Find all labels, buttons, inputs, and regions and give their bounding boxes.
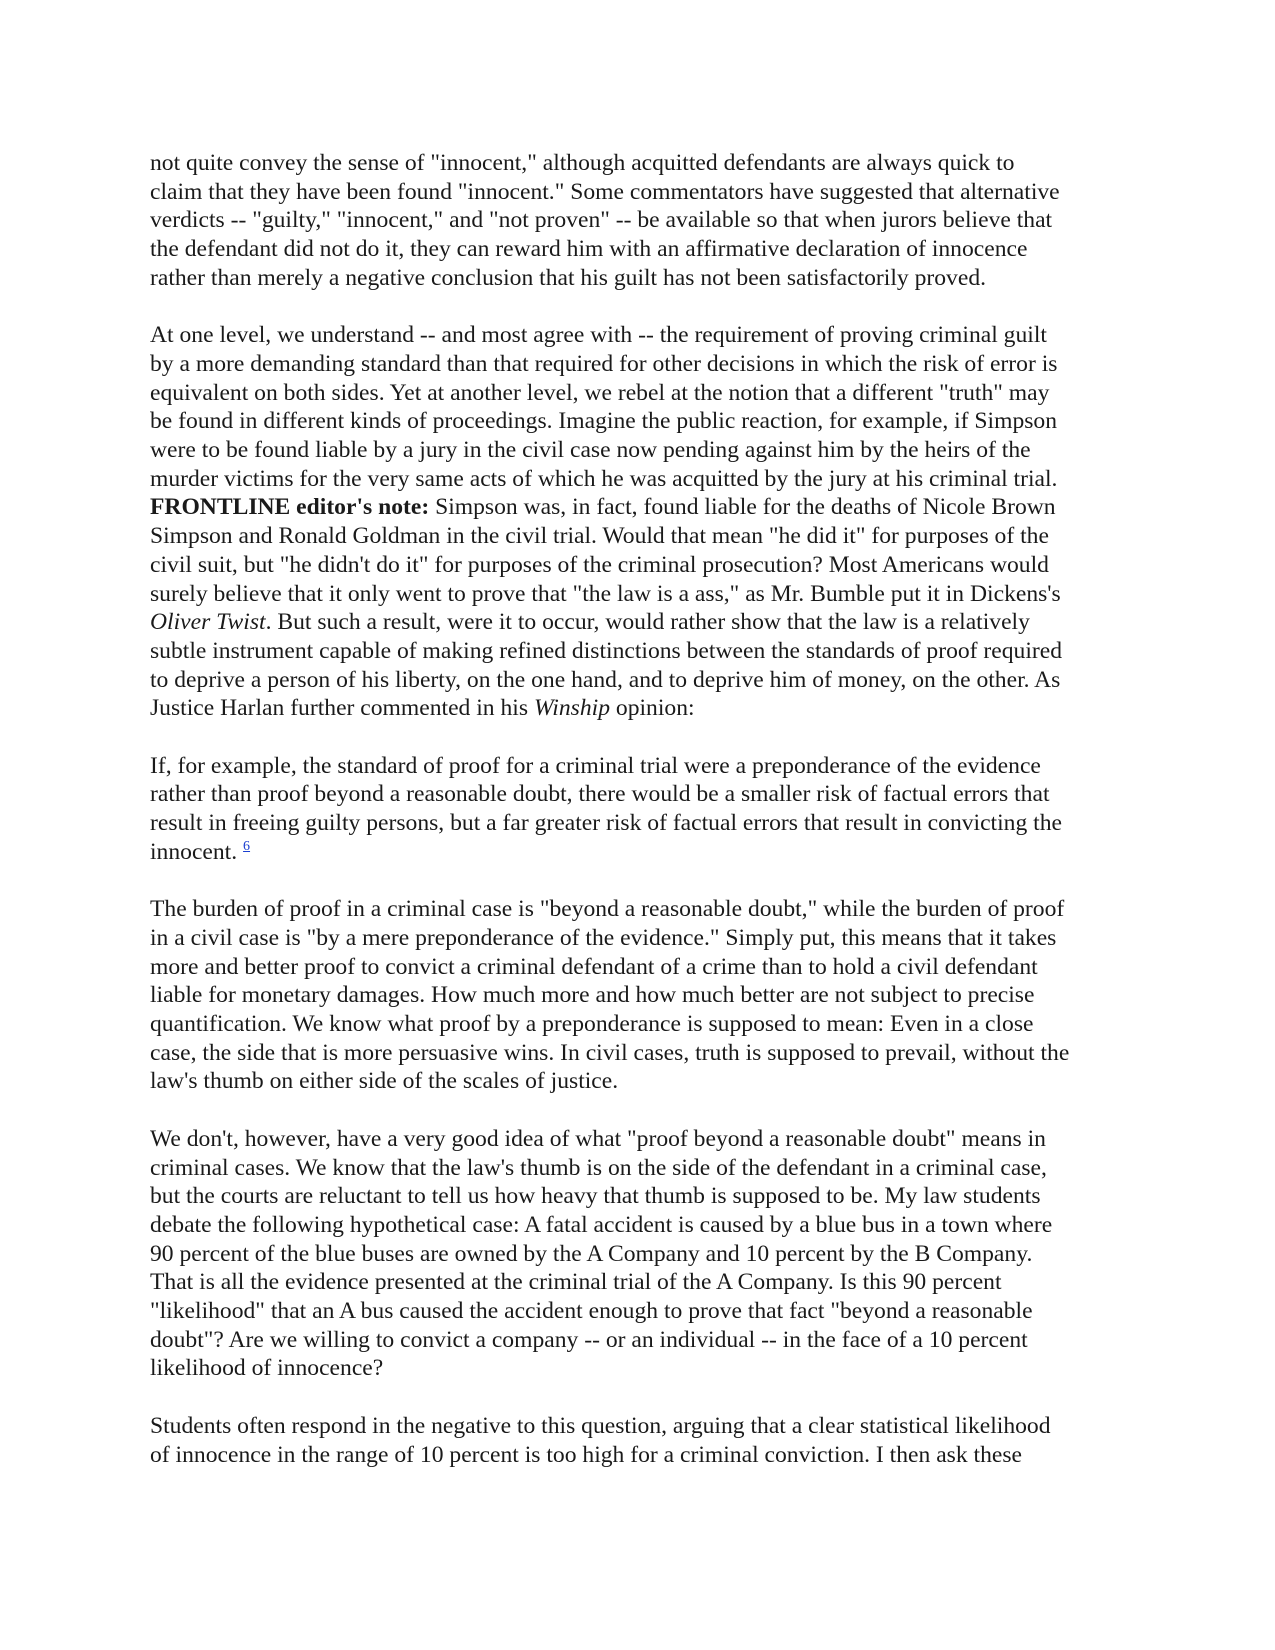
text-line xyxy=(150,838,1132,867)
text-line xyxy=(150,1067,1132,1096)
text-line xyxy=(150,551,1132,580)
text-line xyxy=(150,895,1132,924)
text-line xyxy=(150,321,1132,350)
text-line xyxy=(150,350,1132,379)
text-run: surely believe that it only went to prove that "the law is a ass," as Mr. Bumble put it in Dickens's xyxy=(150,580,1061,607)
text-line xyxy=(150,666,1132,695)
text-line xyxy=(150,1412,1132,1441)
text-run: but the courts are reluctant to tell us how heavy that thumb is supposed to be. My law students xyxy=(150,1183,1041,1210)
text-run: rather than merely a negative conclusion that his guilt has not been satisfactorily proved. xyxy=(150,264,987,291)
text-run: rather than proof beyond a reasonable doubt, there would be a smaller risk of factual errors that xyxy=(150,781,1050,808)
text-run: debate the following hypothetical case: A fatal accident is caused by a blue bus in a town where xyxy=(150,1211,1053,1238)
paragraph xyxy=(150,752,1132,867)
text-run: "likelihood" that an A bus caused the accident enough to prove that fact "beyond a reasonable xyxy=(150,1298,1033,1325)
text-run: murder victims for the very same acts of which he was acquitted by the jury at his criminal trial. xyxy=(150,465,1058,492)
text-run: . But such a result, were it to occur, would rather show that the law is a relatively xyxy=(265,609,1030,636)
text-run: Simpson was, in fact, found liable for the deaths of Nicole Brown xyxy=(429,494,1056,521)
text-line xyxy=(150,1182,1132,1211)
text-run: law's thumb on either side of the scales of justice. xyxy=(150,1068,619,1095)
text-line xyxy=(150,580,1132,609)
text-run: verdicts -- "guilty," "innocent," and "not proven" -- be available so that when jurors believe that xyxy=(150,207,1053,234)
text-run: If, for example, the standard of proof for a criminal trial were a preponderance of the evidence xyxy=(150,752,1041,779)
text-run: civil suit, but "he didn't do it" for purposes of the criminal prosecution? Most Americans would xyxy=(150,551,1049,578)
text-line xyxy=(150,1297,1132,1326)
text-line xyxy=(150,637,1132,666)
text-run: result in freeing guilty persons, but a far greater risk of factual errors that result in convicting the xyxy=(150,810,1062,837)
text-run: of innocence in the range of 10 percent is too high for a criminal conviction. I then ask these xyxy=(150,1441,1023,1468)
text-run: Justice Harlan further commented in his xyxy=(150,695,534,722)
text-line xyxy=(150,1039,1132,1068)
italic-title: Winship xyxy=(533,695,610,722)
text-line xyxy=(150,407,1132,436)
text-line xyxy=(150,981,1132,1010)
paragraph xyxy=(150,895,1132,1096)
text-line xyxy=(150,1125,1132,1154)
document-page xyxy=(150,149,1132,1498)
text-run: 90 percent of the blue buses are owned by the A Company and 10 percent by the B Company. xyxy=(150,1240,1033,1267)
text-line xyxy=(150,924,1132,953)
text-run: The burden of proof in a criminal case is "beyond a reasonable doubt," while the burden of proof xyxy=(150,896,1065,923)
text-run: be found in different kinds of proceedings. Imagine the public reaction, for example, if Simpson xyxy=(150,408,1058,435)
paragraph xyxy=(150,321,1132,723)
text-line xyxy=(150,178,1132,207)
text-line xyxy=(150,206,1132,235)
text-run: in a civil case is "by a mere preponderance of the evidence." Simply put, this means that it takes xyxy=(150,924,1057,951)
text-run: more and better proof to convict a criminal defendant of a crime than to hold a civil defendant xyxy=(150,953,1038,980)
italic-title: Oliver Twist xyxy=(150,609,266,636)
text-line xyxy=(150,465,1132,494)
text-line xyxy=(150,235,1132,264)
text-line xyxy=(150,953,1132,982)
text-run: not quite convey the sense of "innocent," although acquitted defendants are always quick to xyxy=(150,150,1015,176)
text-run: case, the side that is more persuasive wins. In civil cases, truth is supposed to prevail, without the xyxy=(150,1039,1070,1066)
text-line xyxy=(150,379,1132,408)
text-run: Students often respond in the negative to this question, arguing that a clear statistical likelihood xyxy=(150,1412,1051,1439)
footnote-link[interactable]: 6 xyxy=(243,838,251,854)
text-run: We don't, however, have a very good idea of what "proof beyond a reasonable doubt" means in xyxy=(150,1125,1046,1152)
text-line xyxy=(150,809,1132,838)
text-line xyxy=(150,493,1132,522)
text-line xyxy=(150,1268,1132,1297)
text-run: criminal cases. We know that the law's thumb is on the side of the defendant in a criminal case, xyxy=(150,1154,1047,1181)
paragraph xyxy=(150,1125,1132,1383)
text-line xyxy=(150,1010,1132,1039)
text-line xyxy=(150,1441,1132,1470)
text-line xyxy=(150,694,1132,723)
text-run: to deprive a person of his liberty, on the one hand, and to deprive him of money, on the other. As xyxy=(150,666,1061,693)
text-line xyxy=(150,436,1132,465)
text-run: liable for monetary damages. How much more and how much better are not subject to precise xyxy=(150,982,1035,1009)
text-line xyxy=(150,608,1132,637)
text-line xyxy=(150,1240,1132,1269)
text-run: opinion: xyxy=(610,695,695,722)
text-run: were to be found liable by a jury in the civil case now pending against him by the heirs of the xyxy=(150,437,1031,464)
text-line xyxy=(150,1211,1132,1240)
text-run: At one level, we understand -- and most agree with -- the requirement of proving criminal guilt xyxy=(150,322,1047,349)
text-run: subtle instrument capable of making refined distinctions between the standards of proof required xyxy=(150,637,1063,664)
text-run: the defendant did not do it, they can reward him with an affirmative declaration of innocence xyxy=(150,236,1028,263)
text-run: That is all the evidence presented at the criminal trial of the A Company. Is this 90 percent xyxy=(150,1269,1002,1296)
text-run: equivalent on both sides. Yet at another level, we rebel at the notion that a different "truth" may xyxy=(150,379,1050,406)
text-line xyxy=(150,1326,1132,1355)
text-run: quantification. We know what proof by a preponderance is supposed to mean: Even in a close xyxy=(150,1011,1034,1038)
text-line xyxy=(150,149,1132,178)
text-line xyxy=(150,1154,1132,1183)
editor-note-label: FRONTLINE editor's note: xyxy=(150,494,430,521)
text-line xyxy=(150,264,1132,293)
text-line xyxy=(150,1354,1132,1383)
text-run: likelihood of innocence? xyxy=(150,1355,384,1382)
text-line xyxy=(150,752,1132,781)
text-run: innocent. xyxy=(150,838,244,865)
text-run: by a more demanding standard than that required for other decisions in which the risk of error is xyxy=(150,350,1058,377)
text-run: claim that they have been found "innocent." Some commentators have suggested that alternative xyxy=(150,178,1060,205)
text-run: Simpson and Ronald Goldman in the civil trial. Would that mean "he did it" for purposes of the xyxy=(150,523,1049,550)
text-line xyxy=(150,780,1132,809)
paragraph xyxy=(150,149,1132,293)
paragraph xyxy=(150,1412,1132,1469)
text-line xyxy=(150,522,1132,551)
text-run: doubt"? Are we willing to convict a company -- or an individual -- in the face of a 10 percent xyxy=(150,1326,1028,1353)
